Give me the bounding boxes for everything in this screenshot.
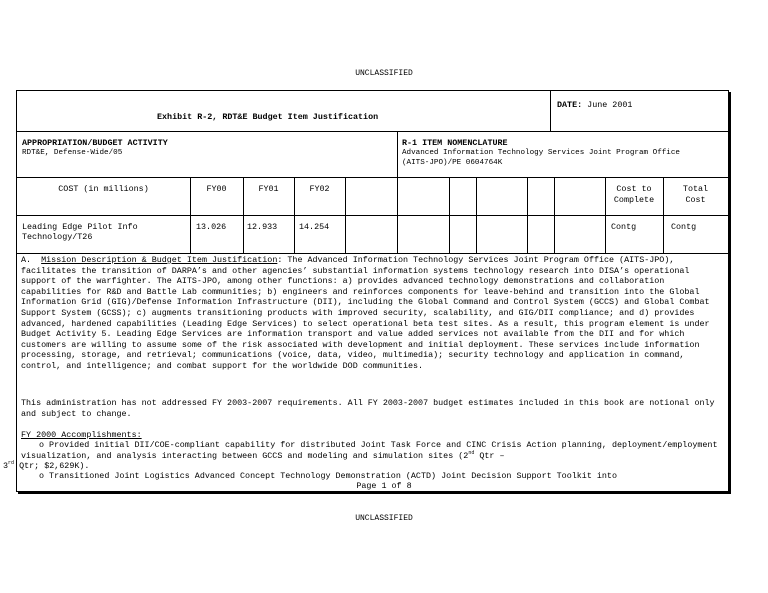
divider xyxy=(345,177,346,253)
cell-fy02: 14.254 xyxy=(299,222,330,232)
appropriation-value: RDT&E, Defense-Wide/05 xyxy=(22,149,123,157)
divider xyxy=(476,177,477,253)
appropriation-label: APPROPRIATION/BUDGET ACTIVITY xyxy=(22,138,168,148)
column-header-total-cost: Total Cost xyxy=(682,184,709,205)
divider xyxy=(17,215,728,216)
divider xyxy=(17,177,728,178)
divider xyxy=(554,177,555,253)
administration-note: This administration has not addressed FY 2003-2007 requirements. All FY 2003-2007 budget estimates included in this book are notional only and subject to change. xyxy=(21,398,715,419)
nomenclature-label: R-1 ITEM NOMENCLATURE xyxy=(402,138,508,148)
nomenclature-value-line2: (AITS-JPO)/PE 0604764K xyxy=(402,159,503,167)
divider xyxy=(550,91,551,131)
column-header-fy00: FY00 xyxy=(206,184,227,194)
divider xyxy=(449,177,450,253)
column-header-cost: COST (in millions) xyxy=(58,184,149,194)
divider xyxy=(397,177,398,253)
cell-total-cost: Contg xyxy=(671,222,697,232)
section-heading: Mission Description & Budget Item Justification xyxy=(41,255,278,265)
date-value: June 2001 xyxy=(587,100,633,110)
classification-top: UNCLASSIFIED xyxy=(355,69,413,78)
row-label-line2: Technology/T26 xyxy=(22,232,93,242)
exhibit-title: Exhibit R-2, RDT&E Budget Item Justification xyxy=(157,112,379,122)
date-label: DATE: xyxy=(557,100,583,110)
page-number: Page 1 of 8 xyxy=(356,481,412,491)
date-block xyxy=(557,100,632,111)
accomplishment-item-2: o Transitioned Joint Logistics Advanced Concept Technology Demonstration (ACTD) Joint Decision Support Toolkit into xyxy=(39,471,617,481)
mission-description-paragraph xyxy=(21,255,727,372)
classification-bottom: UNCLASSIFIED xyxy=(355,514,413,523)
cell-fy00: 13.026 xyxy=(196,222,227,232)
divider xyxy=(17,131,728,132)
accomplishments-heading: FY 2000 Accomplishments: xyxy=(21,430,142,440)
section-prefix: A. xyxy=(21,255,32,265)
accomplishment-item-1: o Provided initial DII/COE-compliant capability for distributed Joint Task Force and CINC Crisis Action planning, deployment/employment visualization, and analysis interacting between GCCS and modeling and simulation sites (2nd Qtr – 3rd Qtr; $2,629K). xyxy=(3,440,718,472)
cell-fy01: 12.933 xyxy=(247,222,278,232)
divider xyxy=(397,131,398,177)
column-header-cost-to-complete: Cost to Complete xyxy=(613,184,655,205)
nomenclature-value-line1: Advanced Information Technology Services Joint Program Office xyxy=(402,149,680,157)
row-label-line1: Leading Edge Pilot Info xyxy=(22,222,138,232)
column-header-fy01: FY01 xyxy=(258,184,279,194)
divider xyxy=(17,253,728,254)
cell-cost-to-complete: Contg xyxy=(611,222,637,232)
divider xyxy=(527,177,528,253)
section-text: : The Advanced Information Technology Services Joint Program Office (AITS-JPO), facilitates the transition of DARPA’s and other agencies’ substantial information systems technology research into DISA’s operational support of the warfighter. The AITS-JPO, among other functions: a) provides advanced technology demonstrations and collaboration capabilities for R&D and Battle Lab communities; b) engineers and reinforces components for leave-behind and transition into the Global Information Grid (GIG)/Defense Information Infrastructure (DII), including the Global Command and Control System (GCCS) and Global Combat Support System (GCSS); c) augments transitioning products with improved security, scalability, and GIG/DII compliance; and d) provides advanced, hardened capabilities (Leading Edge Services) to select operational beta test sites. As a result, this program element is under Budget Activity 5. Leading Edge Services are information transport and value added services not available from the DII and for which customers are willing to assume some of the risk associated with development and initial deployment. These services include information processing, storage, and retrieval; communications (voice, data, video, multimedia); security technology and application in command, control, and intelligence; and combat support for the worldwide DOD communities. xyxy=(21,255,710,371)
column-header-fy02: FY02 xyxy=(309,184,330,194)
